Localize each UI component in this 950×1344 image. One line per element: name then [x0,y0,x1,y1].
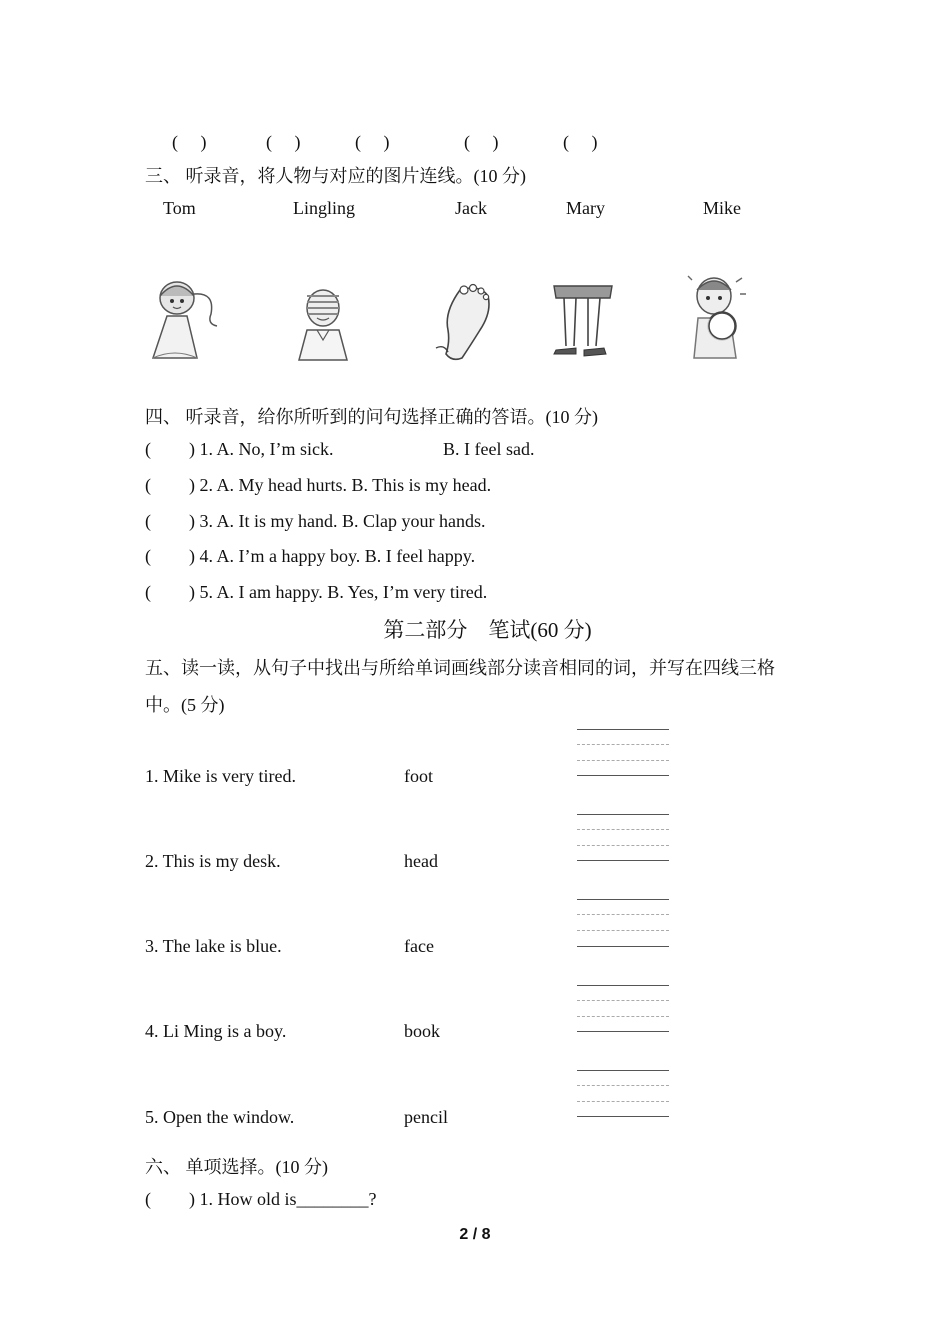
section-4-title: 四、 听录音，给你所听到的问句选择正确的答语。(10 分) [145,407,598,427]
question-item: ( ) 3. A. It is my hand. B. Clap your hands. [145,511,486,531]
question-text: 4. A. I’m a happy boy. B. I feel happy. [199,546,476,566]
question-item: ( ) 2. A. My head hurts. B. This is my head. [145,475,492,495]
answer-paren: ( [145,511,151,531]
answer-paren: ( ) [355,132,390,152]
part-2-title: 第二部分 笔试(60 分) [383,618,592,642]
question-item: ( ) 5. A. I am happy. B. Yes, I’m very tired. [145,582,488,602]
question-text: 3. A. It is my hand. B. Clap your hands. [199,511,486,531]
answer-paren: ( ) [266,132,301,152]
answer-paren: ( [145,475,151,495]
girl-in-dress-picture [145,276,225,362]
four-line-grid[interactable] [577,814,669,862]
sentence-text: 3. The lake is blue. [145,936,282,956]
bandaged-boy-picture [295,284,355,362]
sentence-text: 2. This is my desk. [145,851,281,871]
target-word: pencil [404,1107,448,1127]
question-text: 1. How old is________? [199,1189,377,1209]
sentence-text: 4. Li Ming is a boy. [145,1021,287,1041]
answer-paren: ( [145,546,151,566]
person-name: Tom [163,198,196,218]
question-item: ( ) 1. A. No, I’m sick. [145,439,334,459]
question-item: ( ) 1. How old is________? [145,1189,377,1209]
target-word: head [404,851,438,871]
sentence-text: 1. Mike is very tired. [145,766,296,786]
target-word: foot [404,766,433,786]
question-text: 2. A. My head hurts. B. This is my head. [199,475,492,495]
answer-paren: ( ) [172,132,207,152]
person-name: Lingling [293,198,355,218]
four-line-grid[interactable] [577,1070,669,1118]
sentence-text: 5. Open the window. [145,1107,295,1127]
section-5-title-cont: 中。(5 分) [145,695,225,715]
person-name: Mike [703,198,741,218]
legs-and-shoes-picture [548,284,616,362]
boy-with-fan-picture [684,272,756,360]
foot-picture [430,282,500,362]
section-3-title: 三、 听录音，将人物与对应的图片连线。(10 分) [145,166,526,186]
section-6-title: 六、 单项选择。(10 分) [145,1157,328,1177]
person-name: Mary [566,198,605,218]
target-word: book [404,1021,440,1041]
target-word: face [404,936,434,956]
question-item: ( ) 4. A. I’m a happy boy. B. I feel happy. [145,546,476,566]
answer-paren: ( [145,439,151,459]
question-text: 1. A. No, I’m sick. [199,439,334,459]
answer-paren: ( ) [464,132,499,152]
answer-paren: ( [145,582,151,602]
answer-paren: ( ) [563,132,598,152]
answer-paren: ( [145,1189,151,1209]
four-line-grid[interactable] [577,729,669,777]
four-line-grid[interactable] [577,899,669,947]
option-b-text: B. I feel sad. [443,439,535,459]
section-5-title: 五、读一读，从句子中找出与所给单词画线部分读音相同的词，并写在四线三格 [145,658,775,678]
person-name: Jack [455,198,487,218]
four-line-grid[interactable] [577,985,669,1033]
page-number: 2 / 8 [459,1226,491,1243]
question-text: 5. A. I am happy. B. Yes, I’m very tired. [199,582,488,602]
